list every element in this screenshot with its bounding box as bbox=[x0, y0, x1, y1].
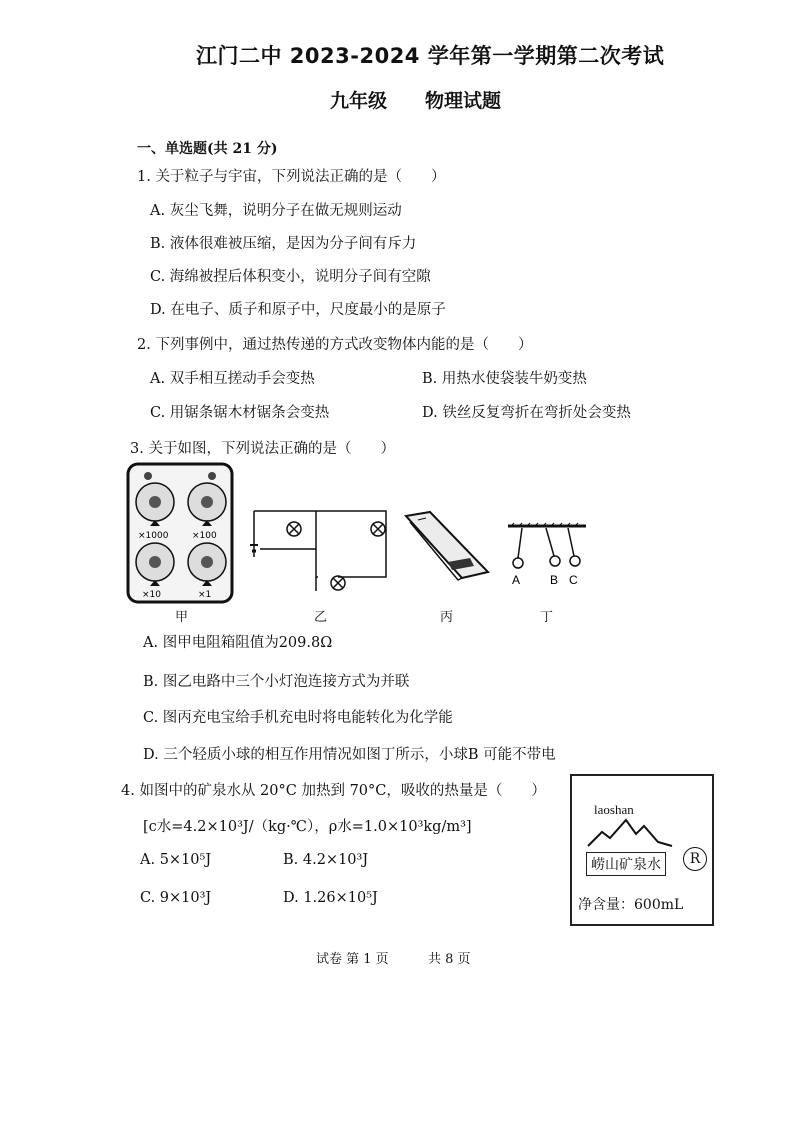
dial-label-1000: ×1000 bbox=[138, 531, 169, 541]
page-total: 共 8 页 bbox=[428, 952, 471, 967]
ball-label-c: C bbox=[569, 573, 578, 587]
subject-label: 物理试题 bbox=[425, 90, 502, 112]
dial-label-1: ×1 bbox=[198, 590, 212, 600]
question-4-stem: 4. 如图中的矿泉水从 20°C 加热到 70°C，吸收的热量是（ ） bbox=[121, 783, 546, 799]
question-3-option-d: D. 三个轻质小球的相互作用情况如图丁所示，小球B 可能不带电 bbox=[143, 747, 556, 763]
question-3-option-a: A. 图甲电阻箱阻值为209.8Ω bbox=[143, 635, 333, 651]
resistance-box-figure bbox=[126, 462, 234, 604]
net-content: 净含量：600mL bbox=[578, 897, 684, 913]
figure-label-jia: 甲 bbox=[175, 610, 189, 625]
mountain-logo bbox=[586, 816, 676, 848]
question-4-option-b: B. 4.2×10³J bbox=[283, 852, 369, 868]
question-1-option-a: A. 灰尘飞舞，说明分子在做无规则运动 bbox=[150, 203, 402, 219]
grade-label: 九年级 bbox=[330, 90, 388, 112]
question-2-stem: 2. 下列事例中，通过热传递的方式改变物体内能的是（ ） bbox=[137, 337, 533, 353]
question-2-option-a: A. 双手相互搓动手会变热 bbox=[150, 371, 315, 387]
question-2-option-c: C. 用锯条锯木材锯条会变热 bbox=[150, 405, 330, 421]
question-1-option-b: B. 液体很难被压缩，是因为分子间有斥力 bbox=[150, 236, 417, 252]
dial-label-100: ×100 bbox=[192, 531, 217, 541]
figure-label-yi: 乙 bbox=[314, 610, 328, 625]
question-1-stem: 1. 关于粒子与宇宙，下列说法正确的是（ ） bbox=[137, 169, 446, 185]
power-bank-figure bbox=[400, 508, 492, 596]
question-3-stem: 3. 关于如图，下列说法正确的是（ ） bbox=[130, 441, 395, 457]
ball-label-a: A bbox=[512, 573, 521, 587]
question-3-option-b: B. 图乙电路中三个小灯泡连接方式为并联 bbox=[143, 674, 410, 690]
section-heading: 一、单选题(共 21 分) bbox=[137, 141, 278, 157]
figure-label-bing: 丙 bbox=[440, 610, 454, 625]
question-1-option-c: C. 海绵被捏后体积变小，说明分子间有空隙 bbox=[150, 269, 431, 285]
question-4-option-a: A. 5×10⁵J bbox=[140, 852, 212, 868]
brand-chinese: 崂山矿泉水 bbox=[586, 852, 666, 876]
question-4-option-d: D. 1.26×10⁵J bbox=[283, 890, 378, 906]
registered-mark: R bbox=[683, 847, 707, 871]
question-4-given: [c水=4.2×10³J/（kg·℃），ρ水=1.0×10³kg/m³] bbox=[143, 819, 472, 835]
ball-label-b: B bbox=[550, 573, 559, 587]
question-1-option-d: D. 在电子、质子和原子中，尺度最小的是原子 bbox=[150, 302, 446, 318]
circuit-figure bbox=[248, 505, 398, 601]
brand-english: laoshan bbox=[594, 802, 634, 817]
exam-title: 江门二中 2023-2024 学年第一学期第二次考试 bbox=[196, 44, 665, 68]
mineral-water-label-figure bbox=[570, 774, 714, 926]
question-4-option-c: C. 9×10³J bbox=[140, 890, 212, 906]
figure-label-ding: 丁 bbox=[540, 610, 554, 625]
hanging-balls-figure bbox=[506, 518, 588, 600]
question-2-option-b: B. 用热水使袋装牛奶变热 bbox=[422, 371, 587, 387]
question-2-option-d: D. 铁丝反复弯折在弯折处会变热 bbox=[422, 405, 631, 421]
page-number: 试卷 第 1 页 bbox=[316, 952, 389, 967]
question-3-option-c: C. 图丙充电宝给手机充电时将电能转化为化学能 bbox=[143, 710, 453, 726]
dial-label-10: ×10 bbox=[142, 590, 161, 600]
